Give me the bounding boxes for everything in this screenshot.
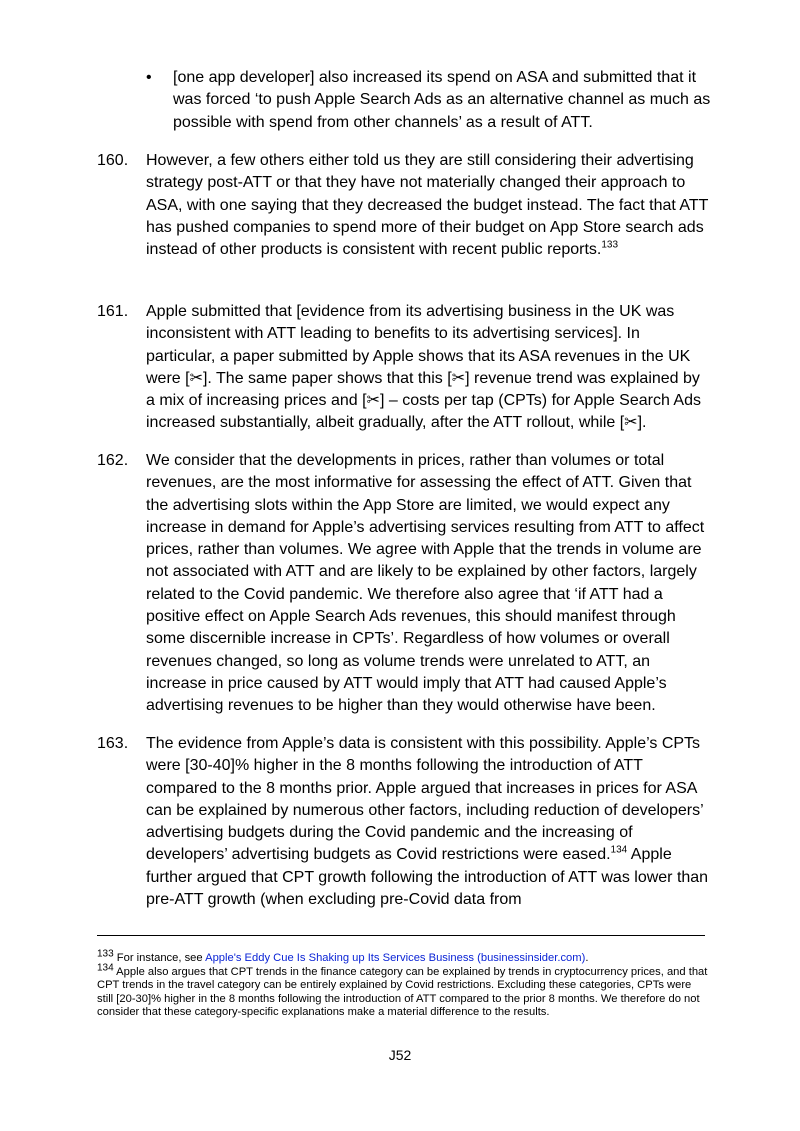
- footnote-link[interactable]: Apple's Eddy Cue Is Shaking up Its Services Business (businessinsider.com): [205, 952, 586, 964]
- footnote-text: Apple also argues that CPT trends in the finance category can be explained by trends in cryptocurrency prices, and that CPT trends in the travel category can be entirely explained by Covid restrictions. Excluding these categories, CPTs were still [20-30]% higher in the 8 months following the introduction of ATT compared to the prior 8 months. We therefore do not consider that these category-specific explanations make a material difference to the results.: [97, 966, 708, 1019]
- paragraph-number: 160.: [97, 152, 129, 169]
- footnote-134: [97, 962, 709, 1020]
- footnote-133: [97, 948, 709, 965]
- paragraph-text: We consider that the developments in prices, rather than volumes or total revenues, are the most informative for assessing the effect of ATT. Given that the advertising slots within the App Store are limited, we would expect any increase in demand for Apple’s advertising services resulting from ATT to affect prices, rather than volumes. We agree with Apple that the trends in volume are not associated with ATT and are likely to be explained by other factors, largely related to the Covid pandemic. We therefore also agree that ‘if ATT had a positive effect on Apple Search Ads revenues, this should manifest through some discernible increase in CPTs’. Regardless of how volumes or overall revenues changed, so long as volume trends were unrelated to ATT, an increase in price caused by ATT would imply that ATT had caused Apple’s advertising revenues to be higher than they would otherwise have been.: [146, 452, 705, 715]
- paragraph-160: [97, 150, 709, 261]
- paragraph-body: [146, 733, 709, 911]
- paragraph-text: Apple submitted that [evidence from its advertising business in the UK was inconsistent with ATT leading to benefits to its advertising services]. In particular, a paper submitted by Apple shows that its ASA revenues in the UK were [✂]. The same paper shows that this [✂] revenue trend was explained by a mix of increasing prices and [✂] – costs per tap (CPTs) for Apple Search Ads increased substantially, albeit gradually, after the ATT rollout, while [✂].: [146, 303, 701, 432]
- page-number: J52: [388, 1047, 412, 1063]
- bullet-text: [one app developer] also increased its spend on ASA and submitted that it was forced ‘to push Apple Search Ads as an alternative channel as much as possible with spend from other channels’ as a result of ATT.: [173, 69, 711, 131]
- paragraph-number: 162.: [97, 452, 129, 469]
- footnote-number: 133: [97, 948, 114, 960]
- footnote-text: For instance, see: [113, 952, 206, 964]
- paragraph-text-continued: Apple further argued that CPT growth following the introduction of ATT was lower than pre-ATT growth (when excluding pre-Covid data from: [146, 846, 709, 909]
- paragraph-number: 163.: [97, 735, 129, 752]
- paragraph-body: [146, 150, 709, 261]
- footnote-text-end: .: [585, 952, 589, 964]
- footnote-ref-133[interactable]: 133: [601, 239, 619, 251]
- paragraph-162: [97, 450, 709, 718]
- paragraph-161: [97, 301, 709, 435]
- footnote-number: 134: [97, 962, 114, 974]
- footnote-ref-134[interactable]: 134: [610, 845, 628, 857]
- bullet-dot: •: [146, 69, 152, 86]
- paragraph-text: The evidence from Apple’s data is consistent with this possibility. Apple’s CPTs were [30-40]% higher in the 8 months following the introduction of ATT compared to the 8 months prior. Apple argued that increases in prices for ASA can be explained by numerous other factors, including reduction of developers’ advertising budgets during the Covid pandemic and the increasing of developers’ advertising budgets as Covid restrictions were eased.: [146, 735, 704, 864]
- footnote-separator: [97, 935, 705, 936]
- paragraph-163: [97, 733, 709, 911]
- paragraph-number: 161.: [97, 303, 129, 320]
- paragraph-text: However, a few others either told us they are still considering their advertising strategy post-ATT or that they have not materially changed their approach to ASA, with one saying that they decreased the budget instead. The fact that ATT has pushed companies to spend more of their budget on App Store search ads instead of other products is consistent with recent public reports.: [146, 152, 709, 259]
